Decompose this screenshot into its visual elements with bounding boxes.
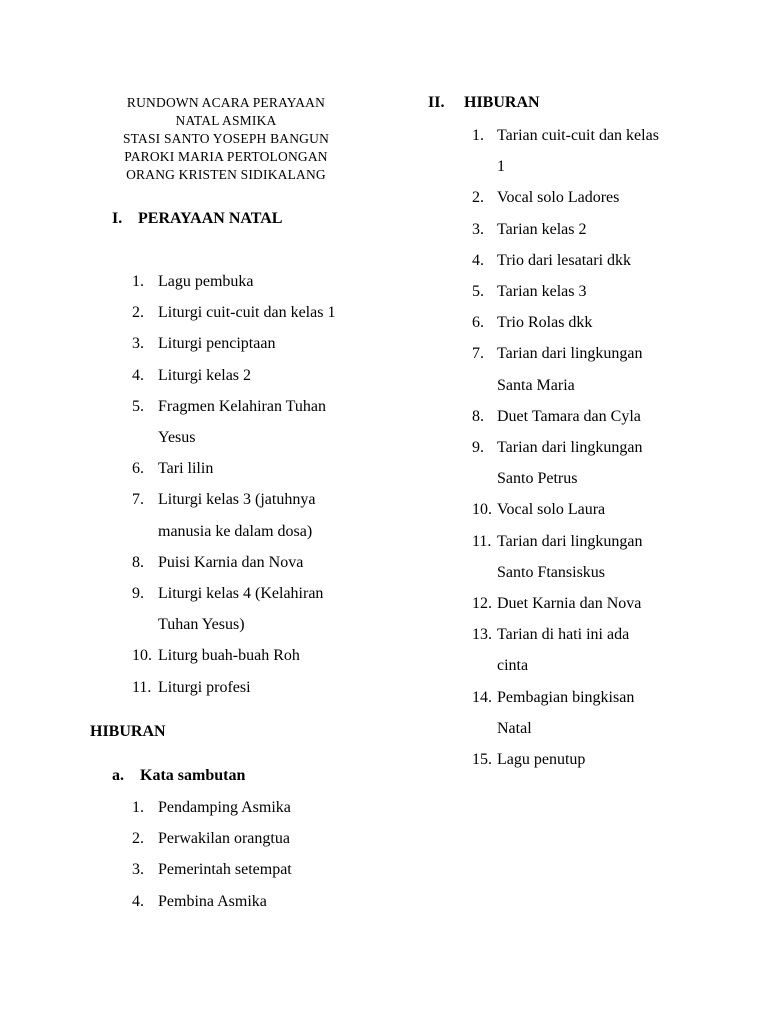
list-item-text: Santo Ftansiskus <box>497 563 606 581</box>
title-line: PAROKI MARIA PERTOLONGAN <box>124 149 328 164</box>
list-item <box>132 328 392 359</box>
list-item-text: Duet Tamara dan Cyla <box>497 407 641 425</box>
title-line: RUNDOWN ACARA PERAYAAN <box>126 95 326 110</box>
list-item-number: 3. <box>132 861 144 879</box>
hiburan-heading: HIBURAN <box>90 723 166 740</box>
section-1-list <box>132 266 392 703</box>
list-item-text: Lagu penutup <box>497 751 586 769</box>
list-item-text: Pembina Asmika <box>158 892 267 910</box>
list-item-text: Duet Karnia dan Nova <box>497 595 642 613</box>
section-1-heading <box>112 210 282 228</box>
list-item-number: 1. <box>132 273 144 290</box>
title-line: STASI SANTO YOSEPH BANGUN <box>122 131 330 146</box>
list-item-number: 1. <box>472 127 484 144</box>
list-item <box>472 619 732 681</box>
list-item-text: Tarian kelas 2 <box>497 220 587 238</box>
list-item-text: Vocal solo Ladores <box>497 189 620 207</box>
list-item <box>472 432 732 494</box>
list-item <box>472 526 732 588</box>
list-item-text: Tuhan Yesus) <box>158 616 245 634</box>
list-item-number: 2. <box>132 830 144 848</box>
list-item-text: Trio dari lesatari dkk <box>497 251 632 269</box>
list-item <box>132 672 392 703</box>
list-item-number: 11. <box>472 532 492 550</box>
section-1-number: I. <box>112 210 123 227</box>
list-item-text: Tarian cuit-cuit dan kelas <box>497 127 659 144</box>
list-item <box>132 297 392 328</box>
list-item-number: 2. <box>472 189 484 207</box>
list-item <box>472 682 732 744</box>
list-item <box>132 886 392 917</box>
section-2-title: HIBURAN <box>464 94 540 111</box>
list-item <box>132 640 392 671</box>
list-item-text: Trio Rolas dkk <box>497 314 593 332</box>
list-item <box>132 578 392 640</box>
list-item-number: 8. <box>132 553 144 571</box>
kata-sambutan-heading <box>112 767 245 785</box>
list-item <box>132 391 392 453</box>
kata-sambutan-list <box>132 792 392 917</box>
list-item-number: 6. <box>472 314 484 332</box>
list-item-text: Puisi Karnia dan Nova <box>158 553 304 571</box>
list-item <box>472 338 732 400</box>
sub-letter: a. <box>112 767 124 784</box>
list-item <box>132 484 392 546</box>
list-item-text: Liturgi kelas 4 (Kelahiran <box>158 585 324 603</box>
list-item-text: Tarian kelas 3 <box>497 283 587 301</box>
list-item-number: 14. <box>472 688 492 706</box>
list-item <box>132 792 392 823</box>
list-item-text: Tarian dari lingkungan <box>497 345 643 363</box>
list-item <box>132 823 392 854</box>
list-item-number: 5. <box>472 283 484 301</box>
list-item-text: Pembagian bingkisan <box>497 688 635 706</box>
list-item <box>132 854 392 885</box>
section-2-list <box>472 120 732 775</box>
list-item-number: 3. <box>472 220 484 238</box>
list-item <box>472 401 732 432</box>
list-item-number: 10. <box>132 647 152 665</box>
list-item-number: 7. <box>132 491 144 509</box>
list-item-text: Liturgi penciptaan <box>158 335 276 353</box>
list-item-text: manusia ke dalam dosa) <box>158 522 313 540</box>
list-item <box>472 245 732 276</box>
list-item-number: 5. <box>132 397 144 415</box>
list-item-number: 11. <box>132 678 152 696</box>
list-item <box>472 182 732 213</box>
list-item-text: Tarian dari lingkungan <box>497 532 643 550</box>
list-item-text: Liturgi kelas 3 (jatuhnya <box>158 491 316 509</box>
list-item-text: Pemerintah setempat <box>158 861 292 879</box>
list-item <box>132 453 392 484</box>
list-item <box>132 266 392 297</box>
list-item-number: 9. <box>472 439 484 457</box>
list-item-text: Vocal solo Laura <box>497 501 606 519</box>
list-item-number: 4. <box>132 892 144 910</box>
list-item-number: 7. <box>472 345 484 363</box>
list-item-number: 9. <box>132 585 144 603</box>
section-2-number: II. <box>428 94 445 111</box>
list-item-text: Santo Petrus <box>497 470 578 488</box>
list-item-number: 13. <box>472 626 492 644</box>
title-line: NATAL ASMIKA <box>175 113 277 128</box>
list-item-text: Yesus <box>158 429 196 447</box>
list-item-text: Liturgi cuit-cuit dan kelas 1 <box>158 304 336 322</box>
list-item-text: 1 <box>497 158 505 176</box>
list-item <box>472 744 732 775</box>
list-item-text: Fragmen Kelahiran Tuhan <box>158 397 326 415</box>
list-item-text: Tarian dari lingkungan <box>497 439 643 457</box>
list-item-text: Santa Maria <box>497 376 575 394</box>
list-item-text: Liturgi profesi <box>158 678 251 696</box>
list-item <box>472 494 732 525</box>
list-item-text: Tari lilin <box>158 460 214 478</box>
list-item-text: Perwakilan orangtua <box>158 830 290 848</box>
sub-title: Kata sambutan <box>140 767 246 784</box>
list-item-number: 6. <box>132 460 144 478</box>
list-item <box>132 547 392 578</box>
list-item-text: Lagu pembuka <box>158 273 254 290</box>
list-item-number: 15. <box>472 751 492 769</box>
list-item-number: 4. <box>472 251 484 269</box>
list-item-number: 2. <box>132 304 144 322</box>
section-1-title: PERAYAAN NATAL <box>138 210 283 227</box>
section-2-heading <box>428 94 540 112</box>
list-item-text: Pendamping Asmika <box>158 799 291 816</box>
list-item-number: 4. <box>132 366 144 384</box>
list-item <box>472 214 732 245</box>
list-item-number: 12. <box>472 595 492 613</box>
list-item <box>472 120 732 182</box>
list-item-number: 8. <box>472 407 484 425</box>
list-item-number: 1. <box>132 799 144 816</box>
title-line: ORANG KRISTEN SIDIKALANG <box>126 167 326 182</box>
list-item-number: 3. <box>132 335 144 353</box>
document-title <box>96 94 356 184</box>
list-item <box>472 588 732 619</box>
list-item-text: Tarian di hati ini ada <box>497 626 630 644</box>
list-item <box>472 307 732 338</box>
list-item <box>132 360 392 391</box>
list-item <box>472 276 732 307</box>
list-item-text: Natal <box>497 719 532 737</box>
list-item-text: Liturgi kelas 2 <box>158 366 252 384</box>
list-item-text: cinta <box>497 657 529 675</box>
list-item-number: 10. <box>472 501 492 519</box>
list-item-text: Liturg buah-buah Roh <box>158 647 300 665</box>
